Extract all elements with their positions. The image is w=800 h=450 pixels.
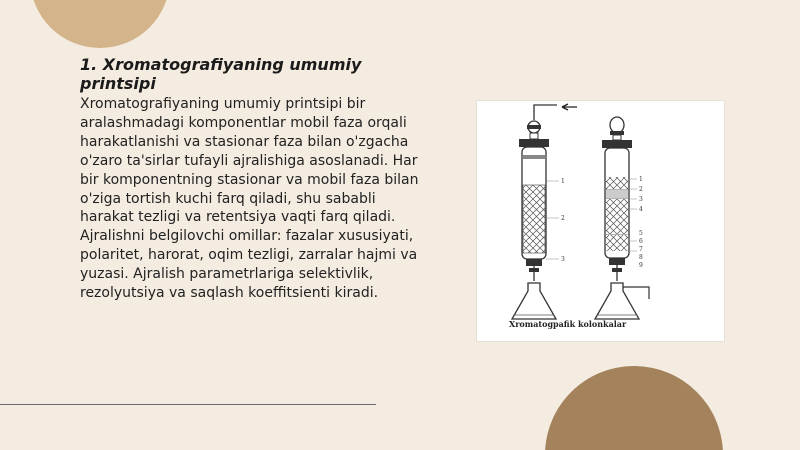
right-flask: [595, 283, 639, 319]
slide-title: 1. Xromatografiyaning umumiy printsipi: [80, 55, 362, 93]
right-label-1: 1: [639, 176, 643, 183]
right-label-9: 9: [639, 262, 643, 269]
body-paragraph: Xromatografiyaning umumiy printsipi bir aralashmadagi komponentlar mobil faza orqali harakatlanishi va stasionar faza bilan o'zgacha o'zaro ta'sirlar tufayli ajralishiga asoslanadi. Har bir komponentning stasionar va mobil faza bilan o'ziga tortish kuchi farq qiladi, shu sababli harakat tezligi va retentsiya vaqti farq qiladi. Ajralishni belgilovchi omillar: fazalar xususiyati, polaritet, harorat, oqim tezligi, zarralar hajmi va yuzasi. Ajralish parametrlariga selektivlik, rezolyutsiya va saqlash koeffitsienti kiradi.: [80, 96, 419, 302]
right-label-8: 8: [639, 254, 643, 261]
right-column: [595, 117, 649, 319]
left-label-2: 2: [561, 215, 565, 222]
right-label-7: 7: [639, 246, 643, 253]
right-label-5: 5: [639, 230, 643, 237]
left-label-1: 1: [561, 178, 565, 185]
right-label-3: 3: [639, 196, 643, 203]
chromatography-columns-figure: [476, 100, 725, 342]
left-column: [512, 104, 577, 319]
inlet-arrow-icon: [562, 104, 577, 110]
decorative-circle-top: [30, 0, 170, 48]
right-label-6: 6: [639, 238, 643, 245]
inlet-tube: [534, 105, 557, 120]
left-packing: [523, 185, 545, 253]
right-label-4: 4: [639, 206, 643, 213]
left-flask: [512, 283, 556, 319]
figure-caption: Xromatogpafik kolonkalar: [509, 319, 627, 329]
decorative-circle-bottom: [545, 366, 723, 450]
right-label-2: 2: [639, 186, 643, 193]
left-label-3: 3: [561, 256, 565, 263]
right-reservoir: [610, 117, 624, 133]
horizontal-rule: [0, 404, 376, 405]
columns-illustration: [477, 101, 724, 341]
